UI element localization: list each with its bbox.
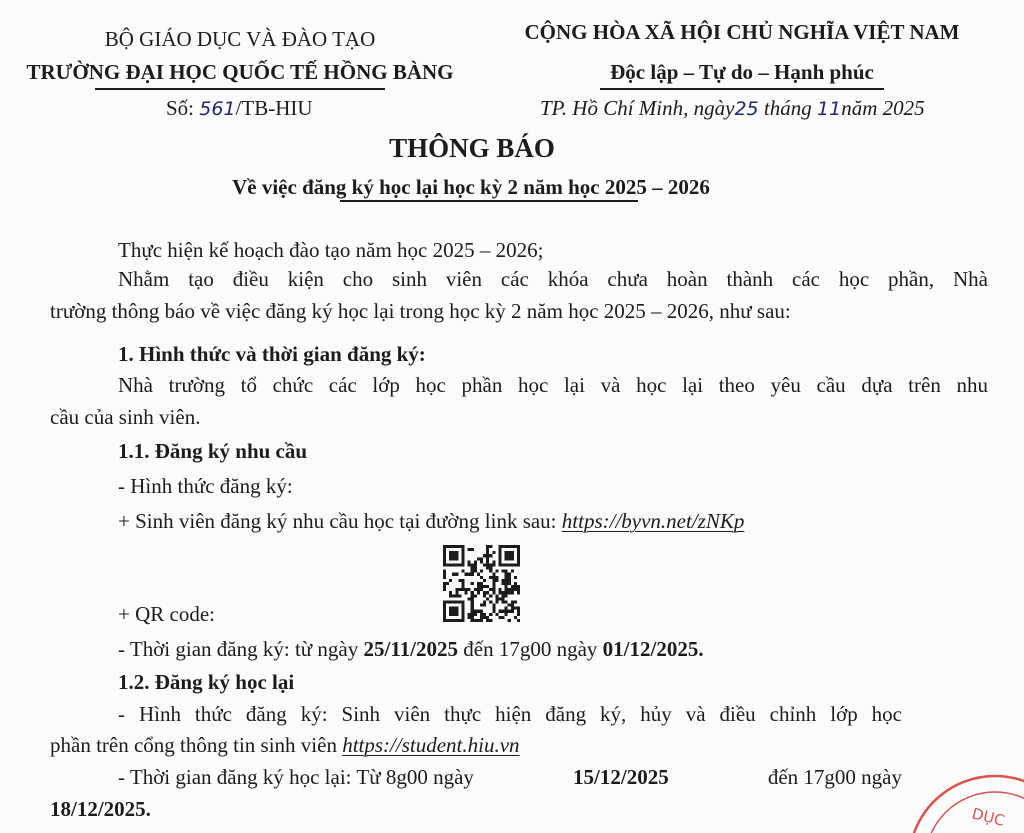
- retake-time-from: 15/12/2025: [573, 765, 669, 789]
- document-subtitle: Về việc đăng ký học lại học kỳ 2 năm học 2025 – 2026: [232, 175, 710, 199]
- date-day-handwritten: 25: [734, 98, 759, 120]
- official-stamp-icon: [905, 772, 1024, 833]
- motto-underline: [600, 88, 884, 90]
- paragraph-intro: Thực hiện kế hoạch đào tạo năm học 2025 – 2026;: [118, 238, 544, 262]
- document-title: THÔNG BÁO: [389, 133, 555, 163]
- time-mid: đến 17g00 ngày: [463, 637, 598, 661]
- retake-time-prefix: - Thời gian đăng ký học lại: Từ 8g00 ngày: [118, 765, 474, 789]
- subsection-1-2-heading: 1.2. Đăng ký học lại: [118, 670, 295, 694]
- paragraph-purpose-line2: trường thông báo về việc đăng ký học lại trong học kỳ 2 năm học 2025 – 2026, như sau:: [50, 299, 791, 323]
- section-1-heading: 1. Hình thức và thời gian đăng ký:: [118, 342, 426, 366]
- registration-link[interactable]: https://byvn.net/zNKp: [561, 509, 745, 533]
- doc-number-prefix: Số:: [166, 96, 195, 120]
- subsection-1-1-heading: 1.1. Đăng ký nhu cầu: [118, 439, 308, 463]
- time-from-date: 25/11/2025: [363, 637, 458, 661]
- university-name: TRƯỜNG ĐẠI HỌC QUỐC TẾ HỒNG BÀNG: [26, 60, 454, 84]
- paragraph-purpose-line1: Nhằm tạo điều kiện cho sinh viên các khóa chưa hoàn thành các học phần, Nhà: [118, 267, 988, 291]
- retake-time-to: 18/12/2025.: [50, 797, 151, 821]
- subsection-1-1-form: - Hình thức đăng ký:: [118, 474, 293, 498]
- date-month-label: tháng: [763, 96, 812, 120]
- section-1-line2: cầu của sinh viên.: [50, 405, 201, 429]
- qr-code-icon[interactable]: [443, 545, 520, 622]
- subsection-1-2-time-line1: [118, 765, 902, 790]
- time-to-date: 01/12/2025.: [602, 637, 704, 661]
- link-intro-text: + Sinh viên đăng ký nhu cầu học tại đường link sau:: [118, 509, 557, 533]
- date-year-label: năm 2025: [841, 96, 925, 120]
- date-prefix: TP. Hồ Chí Minh, ngày: [540, 96, 735, 120]
- subsection-1-1-time: [118, 637, 704, 662]
- qr-code-label: + QR code:: [118, 602, 215, 626]
- issue-date: [540, 96, 925, 121]
- republic-name: CỘNG HÒA XÃ HỘI CHỦ NGHĨA VIỆT NAM: [524, 20, 960, 44]
- subtitle-underline: [340, 200, 638, 202]
- subsection-1-1-link-line: [118, 509, 744, 534]
- section-1-line1: Nhà trường tổ chức các lớp học phần học lại và học lại theo yêu cầu dựa trên nhu: [118, 373, 988, 397]
- retake-time-mid: đến 17g00 ngày: [767, 765, 902, 789]
- student-portal-link[interactable]: https://student.hiu.vn: [342, 733, 520, 757]
- subsection-1-2-line2: [50, 733, 520, 758]
- university-underline: [95, 88, 385, 90]
- document-number: [166, 96, 313, 121]
- national-motto: Độc lập – Tự do – Hạnh phúc: [610, 60, 874, 84]
- doc-number-handwritten: 561: [199, 98, 236, 120]
- time-prefix: - Thời gian đăng ký: từ ngày: [118, 637, 359, 661]
- portal-intro-text: phần trên cổng thông tin sinh viên: [50, 733, 337, 757]
- svg-text:DỤC: DỤC: [970, 804, 1007, 830]
- subsection-1-2-line1: - Hình thức đăng ký: Sinh viên thực hiện đăng ký, hủy và điều chỉnh lớp học: [118, 702, 902, 726]
- date-month-handwritten: 11: [817, 98, 842, 120]
- doc-number-suffix: /TB-HIU: [235, 96, 313, 120]
- ministry-name: BỘ GIÁO DỤC VÀ ĐÀO TẠO: [104, 27, 376, 51]
